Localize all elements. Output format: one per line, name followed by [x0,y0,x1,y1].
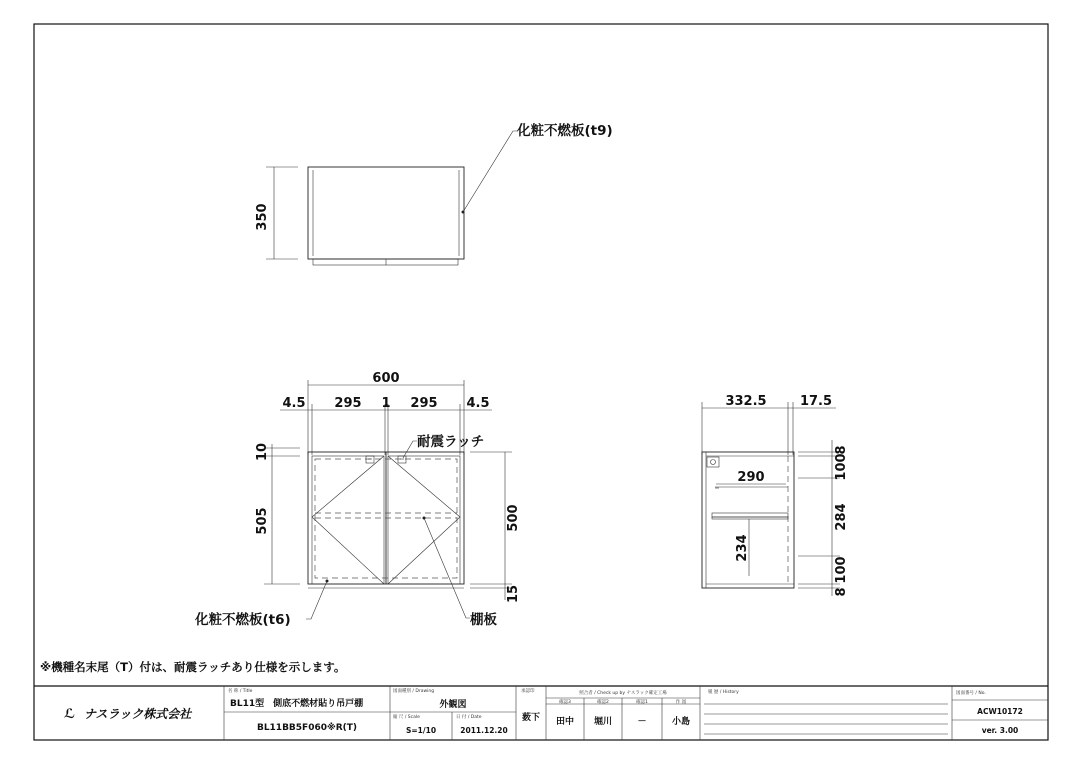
dim-overall-width: 600 [372,371,400,386]
date: 2011.12.20 [460,726,508,735]
company-name: ナスラック株式会社 [84,707,192,721]
drawing-type: 外観図 [439,700,467,710]
latch-label: 耐震ラッチ [417,434,485,450]
dim-edge-left: 4.5 [282,396,306,411]
drawing-number: ACW10172 [977,707,1023,716]
title-block [34,686,1048,740]
shelf-label: 棚板 [470,612,497,628]
dim-shelf-height: 234 [735,534,750,562]
check-col-4: 作 図 [675,700,687,705]
history-caption: 履 歴 / History [708,690,739,695]
dim-shelf-depth: 290 [737,470,765,485]
checker-4: 小島 [671,717,691,727]
title-caption: 名 称 / Title [228,689,253,694]
dim-door-right: 295 [410,396,438,411]
spec-note: ※機種名末尾（T）付は、耐震ラッチあり仕様を示します。 [40,660,346,674]
dim-edge-right: 4.5 [466,396,490,411]
version: ver. 3.00 [981,726,1019,735]
side-view [702,394,849,597]
company-logo-mark: ℒ [64,707,76,722]
top-view-outline [308,167,464,259]
scale-caption: 縮 尺 / Scale [393,715,420,720]
check-col-1: 確認3 [559,700,571,705]
approve-caption: 承認印 [521,689,535,694]
dim-side-100-bottom: 100 [834,556,849,584]
model-number: BL11BB5F060※R(T) [256,723,358,733]
bottom-panel-material-label: 化粧不燃板(t6) [195,612,291,628]
top-panel-material-label: 化粧不燃板(t9) [517,123,613,139]
dim-front-height: 505 [255,507,270,535]
number-caption: 図面番号 / No. [956,691,986,696]
drawing-type-caption: 図面種別 / Drawing [393,689,435,694]
check-caption: 照合者 / Check up by ナスラック確定工場 [579,691,667,696]
dim-depth: 332.5 [725,394,767,409]
dim-side-bottom: 8 [834,587,849,597]
drawing-title: BL11型 側底不燃材貼り吊戸棚 [230,699,364,709]
date-caption: 日 付 / Date [456,715,482,720]
checker-2: 堀川 [593,717,613,727]
top-view [255,122,613,265]
check-col-2: 確認2 [597,700,609,705]
dim-side-top: 8 [834,445,849,455]
checker-3: － [637,717,647,727]
scale: S=1/10 [405,726,437,735]
dim-back: 17.5 [799,394,833,409]
dim-side-284: 284 [834,503,849,531]
front-view [194,371,521,628]
dim-top-margin: 10 [255,442,270,462]
check-col-3: 確認1 [636,700,648,705]
dim-inner-height: 500 [506,504,521,532]
dim-side-100-top: 100 [834,453,849,481]
dim-top-height: 350 [255,203,270,231]
dim-gap: 1 [381,396,391,411]
checker-1: 田中 [555,717,575,727]
approver: 薮下 [521,713,541,723]
dim-bottom: 15 [506,584,521,604]
dim-door-left: 295 [334,396,362,411]
